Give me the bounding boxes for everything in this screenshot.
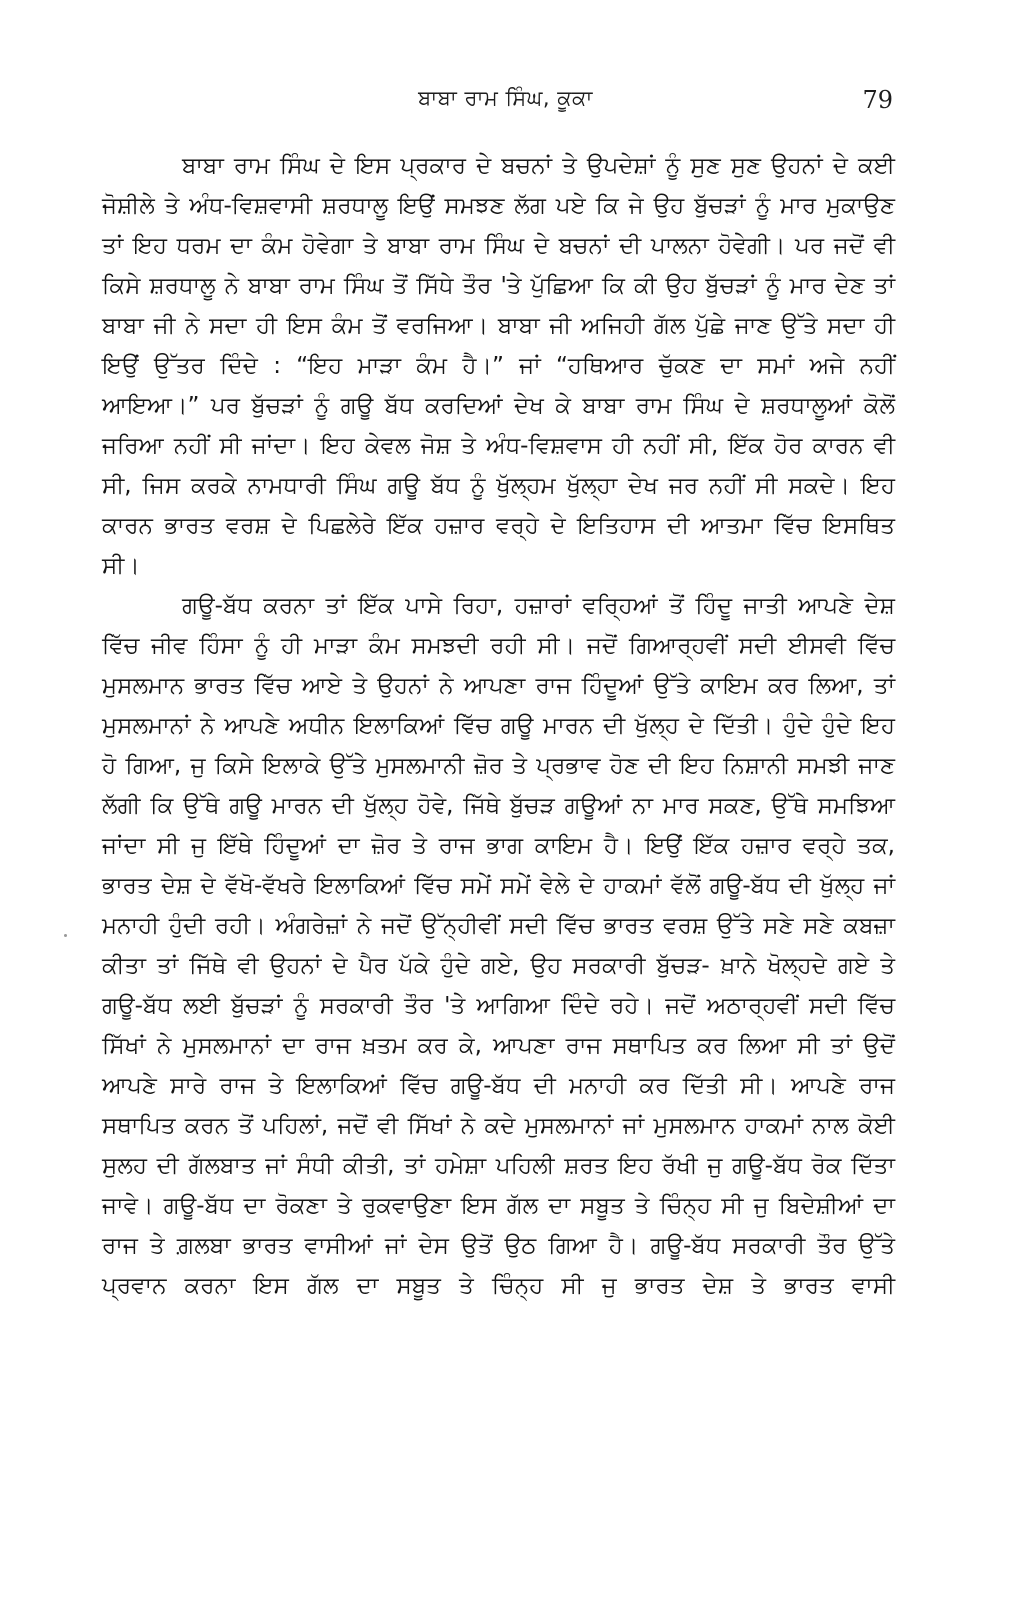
body-text: [102, 146, 895, 1306]
paragraph-2: ਗਊ-ਬੱਧ ਕਰਨਾ ਤਾਂ ਇੱਕ ਪਾਸੇ ਰਿਹਾ, ਹਜ਼ਾਰਾਂ ਵਰ੍ਹਿਆਂ ਤੋਂ ਹਿੰਦੂ ਜਾਤੀ ਆਪਣੇ ਦੇਸ਼ ਵਿੱਚ ਜੀਵ ਹਿੰਸਾ ਨੂੰ ਹੀ ਮਾੜਾ ਕੰਮ ਸਮਝਦੀ ਰਹੀ ਸੀ। ਜਦੋਂ ਗਿਆਰ੍ਹਵੀਂ ਸਦੀ ਈਸਵੀ ਵਿੱਚ ਮੁਸਲਮਾਨ ਭਾਰਤ ਵਿੱਚ ਆਏ ਤੇ ਉਹਨਾਂ ਨੇ ਆਪਣਾ ਰਾਜ ਹਿੰਦੂਆਂ ਉੱਤੇ ਕਾਇਮ ਕਰ ਲਿਆ, ਤਾਂ ਮੁਸਲਮਾਨਾਂ ਨੇ ਆਪਣੇ ਅਧੀਨ ਇਲਾਕਿਆਂ ਵਿੱਚ ਗਊ ਮਾਰਨ ਦੀ ਖੁੱਲ੍ਹ ਦੇ ਦਿੱਤੀ। ਹੁੰਦੇ ਹੁੰਦੇ ਇਹ ਹੋ ਗਿਆ, ਜੁ ਕਿਸੇ ਇਲਾਕੇ ਉੱਤੇ ਮੁਸਲਮਾਨੀ ਜ਼ੋਰ ਤੇ ਪ੍ਰਭਾਵ ਹੋਣ ਦੀ ਇਹ ਨਿਸ਼ਾਨੀ ਸਮਝੀ ਜਾਣ ਲੱਗੀ ਕਿ ਉੱਥੇ ਗਊ ਮਾਰਨ ਦੀ ਖੁੱਲ੍ਹ ਹੋਵੇ, ਜਿੱਥੇ ਬੁੱਚੜ ਗਊਆਂ ਨਾ ਮਾਰ ਸਕਣ, ਉੱਥੇ ਸਮਝਿਆ ਜਾਂਦਾ ਸੀ ਜੁ ਇੱਥੇ ਹਿੰਦੂਆਂ ਦਾ ਜ਼ੋਰ ਤੇ ਰਾਜ ਭਾਗ ਕਾਇਮ ਹੈ। ਇਉਂ ਇੱਕ ਹਜ਼ਾਰ ਵਰ੍ਹੇ ਤਕ, ਭਾਰਤ ਦੇਸ਼ ਦੇ ਵੱਖੋ-ਵੱਖਰੇ ਇਲਾਕਿਆਂ ਵਿੱਚ ਸਮੇਂ ਸਮੇਂ ਵੇਲੇ ਦੇ ਹਾਕਮਾਂ ਵੱਲੋਂ ਗਊ-ਬੱਧ ਦੀ ਖੁੱਲ੍ਹ ਜਾਂ ਮਨਾਹੀ ਹੁੰਦੀ ਰਹੀ। ਅੰਗਰੇਜ਼ਾਂ ਨੇ ਜਦੋਂ ਉੱਨ੍ਹੀਵੀਂ ਸਦੀ ਵਿੱਚ ਭਾਰਤ ਵਰਸ਼ ਉੱਤੇ ਸਣੇ ਸਣੇ ਕਬਜ਼ਾ ਕੀਤਾ ਤਾਂ ਜਿੱਥੇ ਵੀ ਉਹਨਾਂ ਦੇ ਪੈਰ ਪੱਕੇ ਹੁੰਦੇ ਗਏ, ਉਹ ਸਰਕਾਰੀ ਬੁੱਚੜ- ਖ਼ਾਨੇ ਖੋਲ੍ਹਦੇ ਗਏ ਤੇ ਗਊ-ਬੱਧ ਲਈ ਬੁੱਚੜਾਂ ਨੂੰ ਸਰਕਾਰੀ ਤੌਰ 'ਤੇ ਆਗਿਆ ਦਿੰਦੇ ਰਹੇ। ਜਦੋਂ ਅਠਾਰ੍ਹਵੀਂ ਸਦੀ ਵਿੱਚ ਸਿੱਖਾਂ ਨੇ ਮੁਸਲਮਾਨਾਂ ਦਾ ਰਾਜ ਖ਼ਤਮ ਕਰ ਕੇ, ਆਪਣਾ ਰਾਜ ਸਥਾਪਿਤ ਕਰ ਲਿਆ ਸੀ ਤਾਂ ਉਦੋਂ ਆਪਣੇ ਸਾਰੇ ਰਾਜ ਤੇ ਇਲਾਕਿਆਂ ਵਿੱਚ ਗਊ-ਬੱਧ ਦੀ ਮਨਾਹੀ ਕਰ ਦਿੱਤੀ ਸੀ। ਆਪਣੇ ਰਾਜ ਸਥਾਪਿਤ ਕਰਨ ਤੋਂ ਪਹਿਲਾਂ, ਜਦੋਂ ਵੀ ਸਿੱਖਾਂ ਨੇ ਕਦੇ ਮੁਸਲਮਾਨਾਂ ਜਾਂ ਮੁਸਲਮਾਨ ਹਾਕਮਾਂ ਨਾਲ ਕੋਈ ਸੁਲਹ ਦੀ ਗੱਲਬਾਤ ਜਾਂ ਸੰਧੀ ਕੀਤੀ, ਤਾਂ ਹਮੇਸ਼ਾ ਪਹਿਲੀ ਸ਼ਰਤ ਇਹ ਰੱਖੀ ਜੁ ਗਊ-ਬੱਧ ਰੋਕ ਦਿੱਤਾ ਜਾਵੇ। ਗਊ-ਬੱਧ ਦਾ ਰੋਕਣਾ ਤੇ ਰੁਕਵਾਉਣਾ ਇਸ ਗੱਲ ਦਾ ਸਬੂਤ ਤੇ ਚਿੰਨ੍ਹ ਸੀ ਜੁ ਬਿਦੇਸ਼ੀਆਂ ਦਾ ਰਾਜ ਤੇ ਗ਼ਲਬਾ ਭਾਰਤ ਵਾਸੀਆਂ ਜਾਂ ਦੇਸ ਉਤੋਂ ਉਠ ਗਿਆ ਹੈ। ਗਊ-ਬੱਧ ਸਰਕਾਰੀ ਤੌਰ ਉੱਤੇ ਪ੍ਰਵਾਨ ਕਰਨਾ ਇਸ ਗੱਲ ਦਾ ਸਬੂਤ ਤੇ ਚਿੰਨ੍ਹ ਸੀ ਜੁ ਭਾਰਤ ਦੇਸ਼ ਤੇ ਭਾਰਤ ਵਾਸੀ: [102, 593, 895, 1299]
running-header-title: ਬਾਬਾ ਰਾਮ ਸਿੰਘ, ਕੂਕਾ: [418, 86, 593, 110]
page-number: 79: [862, 86, 893, 114]
paragraph-1: ਬਾਬਾ ਰਾਮ ਸਿੰਘ ਦੇ ਇਸ ਪ੍ਰਕਾਰ ਦੇ ਬਚਨਾਂ ਤੇ ਉਪਦੇਸ਼ਾਂ ਨੂੰ ਸੁਣ ਸੁਣ ਉਹਨਾਂ ਦੇ ਕਈ ਜੋਸ਼ੀਲੇ ਤੇ ਅੰਧ-ਵਿਸ਼ਵਾਸੀ ਸ਼ਰਧਾਲੂ ਇਉਂ ਸਮਝਣ ਲੱਗ ਪਏ ਕਿ ਜੇ ਉਹ ਬੁੱਚੜਾਂ ਨੂੰ ਮਾਰ ਮੁਕਾਉਣ ਤਾਂ ਇਹ ਧਰਮ ਦਾ ਕੰਮ ਹੋਵੇਗਾ ਤੇ ਬਾਬਾ ਰਾਮ ਸਿੰਘ ਦੇ ਬਚਨਾਂ ਦੀ ਪਾਲਨਾ ਹੋਵੇਗੀ। ਪਰ ਜਦੋਂ ਵੀ ਕਿਸੇ ਸ਼ਰਧਾਲੂ ਨੇ ਬਾਬਾ ਰਾਮ ਸਿੰਘ ਤੋਂ ਸਿੱਧੇ ਤੌਰ 'ਤੇ ਪੁੱਛਿਆ ਕਿ ਕੀ ਉਹ ਬੁੱਚੜਾਂ ਨੂੰ ਮਾਰ ਦੇਣ ਤਾਂ ਬਾਬਾ ਜੀ ਨੇ ਸਦਾ ਹੀ ਇਸ ਕੰਮ ਤੋਂ ਵਰਜਿਆ। ਬਾਬਾ ਜੀ ਅਜਿਹੀ ਗੱਲ ਪੁੱਛੇ ਜਾਣ ਉੱਤੇ ਸਦਾ ਹੀ ਇਉਂ ਉੱਤਰ ਦਿੰਦੇ : “ਇਹ ਮਾੜਾ ਕੰਮ ਹੈ।” ਜਾਂ “ਹਥਿਆਰ ਚੁੱਕਣ ਦਾ ਸਮਾਂ ਅਜੇ ਨਹੀਂ ਆਇਆ।” ਪਰ ਬੁੱਚੜਾਂ ਨੂੰ ਗਊ ਬੱਧ ਕਰਦਿਆਂ ਦੇਖ ਕੇ ਬਾਬਾ ਰਾਮ ਸਿੰਘ ਦੇ ਸ਼ਰਧਾਲੂਆਂ ਕੋਲੋਂ ਜਰਿਆ ਨਹੀਂ ਸੀ ਜਾਂਦਾ। ਇਹ ਕੇਵਲ ਜੋਸ਼ ਤੇ ਅੰਧ-ਵਿਸ਼ਵਾਸ ਹੀ ਨਹੀਂ ਸੀ, ਇੱਕ ਹੋਰ ਕਾਰਨ ਵੀ ਸੀ, ਜਿਸ ਕਰਕੇ ਨਾਮਧਾਰੀ ਸਿੰਘ ਗਊ ਬੱਧ ਨੂੰ ਖੁੱਲ੍ਹਮ ਖੁੱਲ੍ਹਾ ਦੇਖ ਜਰ ਨਹੀਂ ਸੀ ਸਕਦੇ। ਇਹ ਕਾਰਨ ਭਾਰਤ ਵਰਸ਼ ਦੇ ਪਿਛਲੇਰੇ ਇੱਕ ਹਜ਼ਾਰ ਵਰ੍ਹੇ ਦੇ ਇਤਿਹਾਸ ਦੀ ਆਤਮਾ ਵਿੱਚ ਇਸਥਿਤ ਸੀ।: [102, 153, 895, 579]
scan-speck: [64, 934, 67, 937]
